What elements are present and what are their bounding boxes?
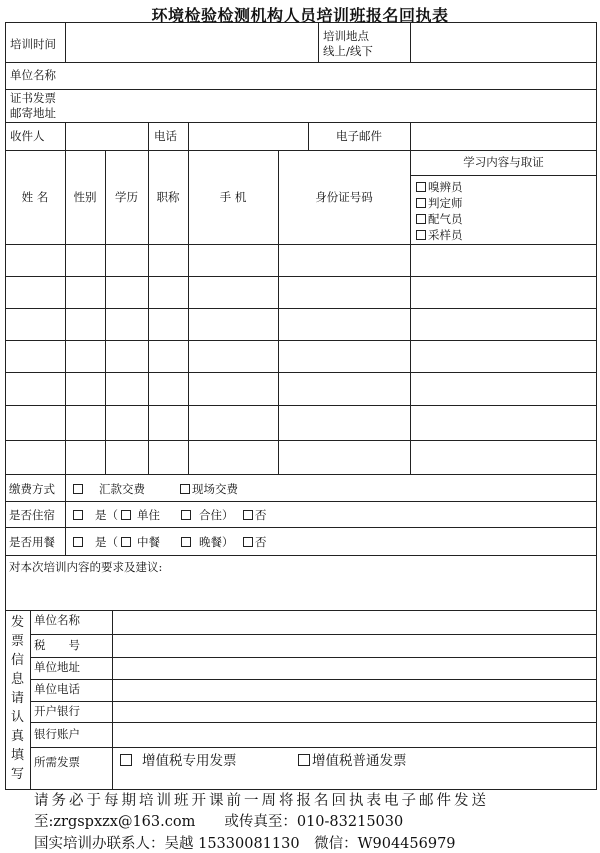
rule <box>188 122 189 150</box>
checkbox-icon[interactable] <box>120 754 132 766</box>
rule <box>5 610 597 611</box>
payment-onsite-option[interactable]: 现场交费 <box>180 482 238 496</box>
rule <box>318 22 319 62</box>
checkbox-icon[interactable] <box>416 182 426 192</box>
col-mobile: 手 机 <box>219 190 247 204</box>
checkbox-icon[interactable] <box>73 484 83 494</box>
checkbox-icon[interactable] <box>416 198 426 208</box>
training-mode-label: 线上/线下 <box>323 44 373 58</box>
invoice-address-label: 单位地址 <box>34 660 80 674</box>
checkbox-icon[interactable] <box>73 537 83 547</box>
invoice-type-label: 所需发票 <box>34 755 80 769</box>
rule <box>65 474 66 555</box>
rule <box>410 122 411 150</box>
col-name: 姓 名 <box>21 190 49 204</box>
rule <box>5 555 597 556</box>
rule <box>5 405 597 406</box>
rule <box>30 722 597 723</box>
rule <box>5 440 597 441</box>
study-option-4[interactable]: 采样员 <box>416 228 463 242</box>
rule <box>410 22 411 62</box>
rule <box>410 175 597 176</box>
invoice-special-option[interactable]: 增值税专用发票 <box>120 754 237 768</box>
checkbox-icon[interactable] <box>416 214 426 224</box>
rule <box>30 701 597 702</box>
training-time-label: 培训时间 <box>10 37 56 51</box>
rule <box>5 308 597 309</box>
lodging-shared-option[interactable]: 合住） <box>181 508 234 522</box>
col-study-content: 学习内容与取证 <box>463 155 544 169</box>
rule <box>5 372 597 373</box>
cert-address-label-2: 邮寄地址 <box>10 106 56 120</box>
rule <box>5 89 597 90</box>
meals-yes-option[interactable]: 是（ <box>73 535 118 549</box>
rule <box>5 527 597 528</box>
rule <box>30 634 597 635</box>
footer-contact-email: 至:zrgspxzx@163.com 或传真至：010-83215030 <box>34 814 404 830</box>
meals-lunch-option[interactable]: 中餐 <box>121 535 160 549</box>
col-title: 职称 <box>156 190 180 204</box>
lodging-yes-option[interactable]: 是（ <box>73 508 118 522</box>
rule <box>5 340 597 341</box>
training-place-label: 培训地点 <box>323 29 369 43</box>
checkbox-icon[interactable] <box>73 510 83 520</box>
lodging-label: 是否住宿 <box>9 508 55 522</box>
rule <box>30 657 597 658</box>
invoice-unit-name-label: 单位名称 <box>34 613 80 627</box>
study-option-3[interactable]: 配气员 <box>416 212 463 226</box>
invoice-tax-id-label: 税 号 <box>34 638 80 652</box>
footer-contact-person: 国实培训办联系人：吴越 15330081130 微信：W904456979 <box>34 836 456 852</box>
rule <box>5 276 597 277</box>
payment-remit-option[interactable]: 汇款交费 <box>73 482 145 496</box>
rule <box>5 150 597 151</box>
meals-label: 是否用餐 <box>9 535 55 549</box>
rule <box>148 122 149 150</box>
checkbox-icon[interactable] <box>181 510 191 520</box>
unit-name-label: 单位名称 <box>10 68 56 82</box>
checkbox-icon[interactable] <box>416 230 426 240</box>
rule <box>308 122 309 150</box>
rule <box>30 747 597 748</box>
checkbox-icon[interactable] <box>298 754 310 766</box>
rule <box>5 62 597 63</box>
study-option-1[interactable]: 嗅辨员 <box>416 180 463 194</box>
footer-instruction: 请务必于每期培训班开课前一周将报名回执表电子邮件发送 <box>34 793 489 809</box>
rule <box>5 122 597 123</box>
checkbox-icon[interactable] <box>180 484 190 494</box>
lodging-no-option[interactable]: 否 <box>243 508 267 522</box>
study-option-2[interactable]: 判定师 <box>416 196 463 210</box>
meals-dinner-option[interactable]: 晚餐） <box>181 535 234 549</box>
col-id-number: 身份证号码 <box>315 190 373 204</box>
checkbox-icon[interactable] <box>243 510 253 520</box>
rule <box>65 122 66 150</box>
suggestion-label: 对本次培训内容的要求及建议: <box>9 560 163 574</box>
rule <box>112 610 113 790</box>
rule <box>5 244 597 245</box>
invoice-side-note: 发 票 信 息 请 认 真 填 写 <box>11 615 25 782</box>
invoice-phone-label: 单位电话 <box>34 682 80 696</box>
invoice-bank-label: 开户银行 <box>34 704 80 718</box>
rule <box>30 679 597 680</box>
invoice-normal-option[interactable]: 增值税普通发票 <box>298 754 407 768</box>
rule <box>30 610 31 790</box>
checkbox-icon[interactable] <box>121 510 131 520</box>
checkbox-icon[interactable] <box>181 537 191 547</box>
payment-label: 缴费方式 <box>9 482 55 496</box>
rule <box>5 474 597 475</box>
cert-address-label-1: 证书发票 <box>10 91 56 105</box>
form-title: 环境检验检测机构人员培训班报名回执表 <box>151 6 449 25</box>
registration-form <box>5 22 597 790</box>
rule <box>410 150 411 474</box>
recipient-label: 收件人 <box>10 129 45 143</box>
checkbox-icon[interactable] <box>243 537 253 547</box>
email-label: 电子邮件 <box>336 129 382 143</box>
lodging-single-option[interactable]: 单住 <box>121 508 160 522</box>
invoice-account-label: 银行账户 <box>34 727 80 741</box>
phone-label: 电话 <box>154 129 177 143</box>
col-education: 学历 <box>115 190 138 204</box>
meals-no-option[interactable]: 否 <box>243 535 267 549</box>
rule <box>65 22 66 62</box>
checkbox-icon[interactable] <box>121 537 131 547</box>
rule <box>5 501 597 502</box>
col-gender: 性别 <box>73 190 97 204</box>
